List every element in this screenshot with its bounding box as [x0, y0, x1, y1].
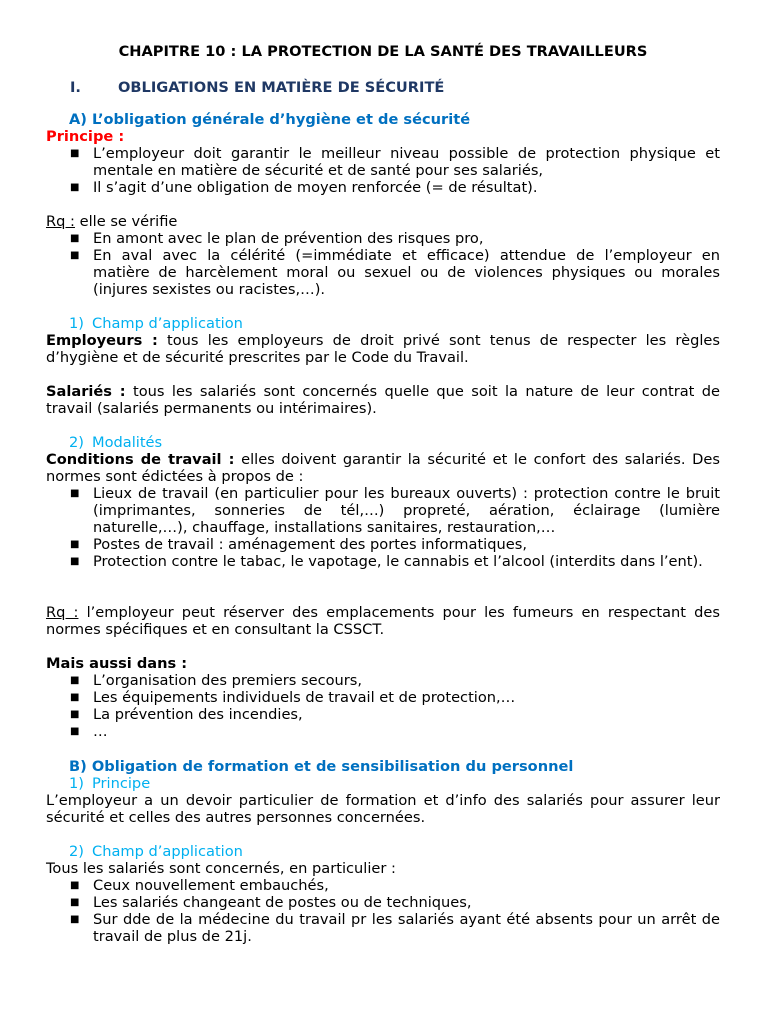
section-number: I.: [70, 79, 81, 96]
bullet-icon: ■: [70, 233, 80, 244]
list-item: ■ Il s’agit d’une obligation de moyen renforcée (= de résultat).: [70, 179, 538, 196]
conditions-label: Conditions de travail :: [46, 451, 235, 468]
bullet-icon: ■: [70, 914, 80, 925]
list-item: ■ Sur dde de la médecine du travail pr les salariés ayant été absents pour un arrêt de travail de plus de 21j.: [70, 911, 720, 945]
list-item: ■ Ceux nouvellement embauchés,: [70, 877, 329, 894]
section-title: OBLIGATIONS EN MATIÈRE DE SÉCURITÉ: [118, 79, 445, 96]
champ-intro: Tous les salariés sont concernés, en particulier :: [46, 860, 396, 877]
mais-aussi-list: [46, 672, 720, 740]
champ-list: [46, 877, 720, 945]
conditions-paragraph: Conditions de travail : elles doivent garantir la sécurité et le confort des salariés. Des normes sont édictées à propos de :: [46, 451, 720, 485]
subsection-heading-a: A) L’obligation générale d’hygiène et de sécurité: [69, 111, 471, 128]
bullet-icon: ■: [70, 148, 80, 159]
list-item: ■ En aval avec la célérité (=immédiate et efficace) attendue de l’employeur en matière de harcèlement moral ou sexuel ou de violences physiques ou morales (injures sexistes ou racistes,…).: [70, 247, 720, 298]
bullet-icon: ■: [70, 539, 80, 550]
list-item: ■ En amont avec le plan de prévention des risques pro,: [70, 230, 484, 247]
section-heading-1: [46, 79, 720, 96]
list-item: ■ Postes de travail : aménagement des portes informatiques,: [70, 536, 527, 553]
subheading-principe: 1) Principe: [69, 775, 151, 792]
bullet-icon: ■: [70, 897, 80, 908]
list-item: ■ …: [70, 723, 108, 740]
employeurs-paragraph: Employeurs : tous les employeurs de droit privé sont tenus de respecter les règles d’hygiène et de sécurité prescrites par le Code du Travail.: [46, 332, 720, 366]
principe-paragraph: L’employeur a un devoir particulier de formation et d’info des salariés pour assurer leur sécurité et celles des autres personnes concernées.: [46, 792, 720, 826]
remark-1-list: [46, 230, 720, 298]
salaries-label: Salariés :: [46, 383, 126, 400]
list-item: ■ L’employeur doit garantir le meilleur niveau possible de protection physique et mentale en matière de sécurité et de santé pour ses salariés,: [70, 145, 720, 179]
list-item: ■ Les équipements individuels de travail et de protection,…: [70, 689, 516, 706]
list-item: ■ La prévention des incendies,: [70, 706, 303, 723]
list-item: ■ L’organisation des premiers secours,: [70, 672, 363, 689]
subheading-champ-application: 1) Champ d’application: [69, 315, 243, 332]
salaries-paragraph: Salariés : tous les salariés sont concernés quelle que soit la nature de leur contrat de travail (salariés permanents ou intérimaires).: [46, 383, 720, 417]
bullet-icon: ■: [70, 556, 80, 567]
principe-list: [46, 145, 720, 196]
remark-label: Rq :: [46, 213, 75, 230]
bullet-icon: ■: [70, 880, 80, 891]
remark-2: Rq : l’employeur peut réserver des emplacements pour les fumeurs en respectant des normes spécifiques et en consultant la CSSCT.: [46, 604, 720, 638]
principe-label: Principe :: [46, 128, 125, 145]
bullet-icon: ■: [70, 709, 80, 720]
remark-1: Rq : elle se vérifie: [46, 213, 178, 230]
bullet-icon: ■: [70, 675, 80, 686]
bullet-icon: ■: [70, 182, 80, 193]
subheading-champ-application-b: 2) Champ d’application: [69, 843, 243, 860]
list-item: ■ Protection contre le tabac, le vapotage, le cannabis et l’alcool (interdits dans l’ent).: [70, 553, 703, 570]
bullet-icon: ■: [70, 488, 80, 499]
list-item: ■ Lieux de travail (en particulier pour les bureaux ouverts) : protection contre le bruit (imprimantes, sonneries de tél,…) propreté, aération, éclairage (lumière naturelle,…), chauffage, installations sanitaires, restauration,…: [70, 485, 720, 536]
employeurs-label: Employeurs :: [46, 332, 158, 349]
chapter-title: CHAPITRE 10 : LA PROTECTION DE LA SANTÉ DES TRAVAILLEURS: [118, 43, 648, 60]
mais-aussi-label: Mais aussi dans :: [46, 655, 188, 672]
bullet-icon: ■: [70, 692, 80, 703]
subheading-modalites: 2) Modalités: [69, 434, 163, 451]
bullet-icon: ■: [70, 250, 80, 261]
remark-label: Rq :: [46, 604, 79, 621]
conditions-list: [46, 485, 720, 570]
bullet-icon: ■: [70, 726, 80, 737]
subsection-heading-b: B) Obligation de formation et de sensibilisation du personnel: [69, 758, 574, 775]
list-item: ■ Les salariés changeant de postes ou de techniques,: [70, 894, 472, 911]
